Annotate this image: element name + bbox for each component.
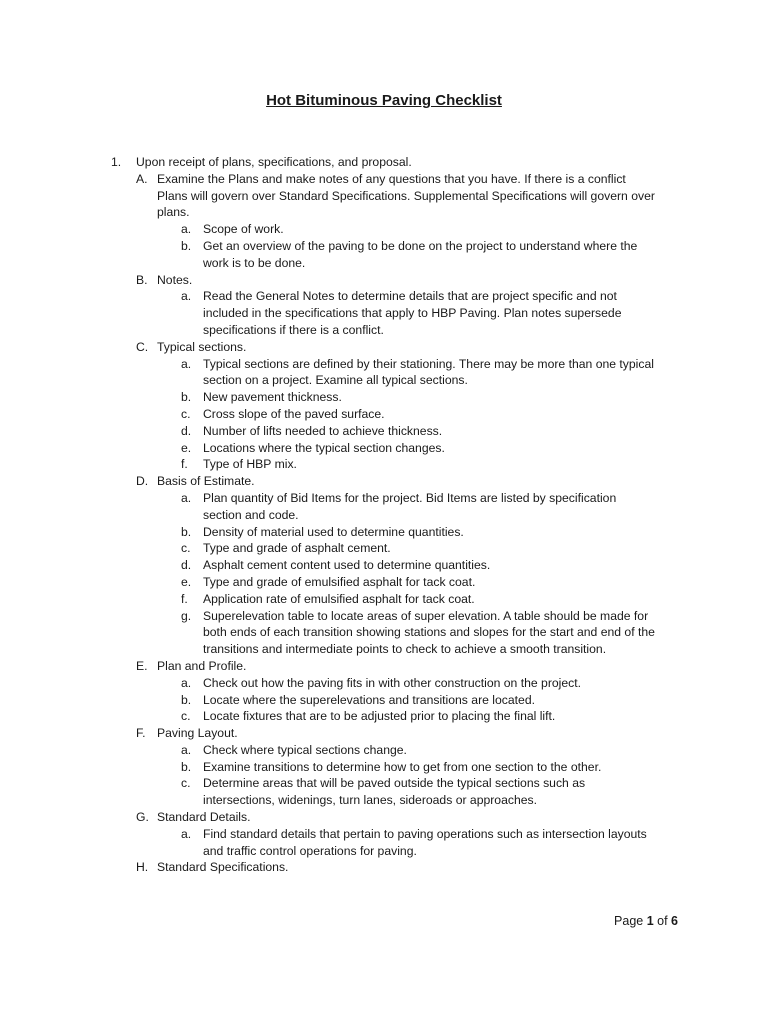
checklist-line (0, 641, 768, 658)
list-marker: D. (136, 474, 149, 489)
checklist-line (0, 456, 768, 473)
list-text: transitions and intermediate points to check to achieve a smooth transition. (203, 642, 607, 657)
list-text: Locate fixtures that are to be adjusted prior to placing the final lift. (203, 709, 556, 724)
list-text: Notes. (157, 272, 193, 287)
checklist-line (0, 255, 768, 272)
list-marker: E. (136, 658, 148, 673)
footer-prefix: Page (614, 914, 647, 928)
list-marker: C. (136, 339, 149, 354)
checklist-line (0, 490, 768, 507)
list-text: Standard Details. (157, 810, 251, 825)
list-marker: a. (181, 675, 192, 690)
list-text: Plan quantity of Bid Items for the project. Bid Items are listed by specification (203, 490, 617, 505)
list-text: Superelevation table to locate areas of super elevation. A table should be made for (203, 608, 649, 623)
list-marker: a. (181, 490, 192, 505)
checklist-line (0, 826, 768, 843)
checklist-line (0, 759, 768, 776)
checklist-line (0, 322, 768, 339)
list-text: Application rate of emulsified asphalt for tack coat. (203, 591, 475, 606)
list-text: Asphalt cement content used to determine quantities. (203, 558, 491, 573)
list-marker: A. (136, 171, 148, 186)
list-marker: c. (181, 776, 191, 791)
list-marker: b. (181, 759, 192, 774)
checklist-line (0, 305, 768, 322)
checklist-line (0, 204, 768, 221)
checklist-line (0, 859, 768, 876)
list-marker: a. (181, 826, 192, 841)
list-marker: f. (181, 591, 188, 606)
page-footer (614, 914, 678, 928)
list-text: intersections, widenings, turn lanes, sideroads or approaches. (203, 793, 537, 808)
checklist-line (0, 608, 768, 625)
list-text: Plan and Profile. (157, 658, 247, 673)
checklist-line (0, 171, 768, 188)
checklist-line (0, 389, 768, 406)
checklist-line (0, 507, 768, 524)
list-text: Get an overview of the paving to be done on the project to understand where the (203, 238, 638, 253)
list-text: Read the General Notes to determine details that are project specific and not (203, 289, 617, 304)
list-marker: H. (136, 860, 149, 875)
checklist-line (0, 708, 768, 725)
list-text: Standard Specifications. (157, 860, 289, 875)
checklist-line (0, 792, 768, 809)
list-text: Examine the Plans and make notes of any questions that you have. If there is a conflict (157, 171, 626, 186)
list-marker: a. (181, 289, 192, 304)
list-text: Upon receipt of plans, specifications, and proposal. (136, 155, 412, 169)
checklist-line (0, 288, 768, 305)
list-text: section and code. (203, 507, 299, 522)
list-text: specifications if there is a conflict. (203, 322, 384, 337)
checklist-line (0, 675, 768, 692)
list-marker: b. (181, 238, 192, 253)
list-marker: f. (181, 457, 188, 472)
footer-of: of (653, 914, 672, 928)
list-marker: b. (181, 692, 192, 707)
list-marker: g. (181, 608, 192, 623)
list-text: work is to be done. (203, 255, 306, 270)
document-title: Hot Bituminous Paving Checklist (266, 92, 502, 109)
list-text: Paving Layout. (157, 726, 238, 741)
list-marker: b. (181, 524, 192, 539)
checklist-line (0, 591, 768, 608)
list-text: Typical sections are defined by their stationing. There may be more than one typical (203, 356, 654, 371)
checklist-line (0, 423, 768, 440)
list-marker: d. (181, 558, 192, 573)
checklist-line (0, 725, 768, 742)
list-marker: e. (181, 440, 192, 455)
list-marker: F. (136, 726, 146, 741)
list-text: Locate where the superelevations and transitions are located. (203, 692, 535, 707)
list-text: Typical sections. (157, 339, 247, 354)
list-marker: e. (181, 574, 192, 589)
list-text: Basis of Estimate. (157, 474, 255, 489)
footer-page-total: 6 (671, 914, 678, 928)
checklist-line (0, 221, 768, 238)
list-marker: c. (181, 541, 191, 556)
checklist-line (0, 624, 768, 641)
list-marker: c. (181, 406, 191, 421)
checklist-line (0, 356, 768, 373)
checklist-line (0, 473, 768, 490)
checklist-line (0, 843, 768, 860)
list-marker: G. (136, 810, 149, 825)
checklist-line (0, 372, 768, 389)
checklist-line (0, 339, 768, 356)
checklist-line (0, 540, 768, 557)
list-text: Examine transitions to determine how to get from one section to the other. (203, 759, 602, 774)
list-marker: b. (181, 390, 192, 405)
checklist-line (0, 154, 768, 171)
list-text: Type and grade of emulsified asphalt for tack coat. (203, 574, 476, 589)
checklist-line (0, 775, 768, 792)
checklist-line (0, 524, 768, 541)
list-text: section on a project. Examine all typical sections. (203, 373, 468, 388)
list-marker: d. (181, 423, 192, 438)
checklist-line (0, 272, 768, 289)
list-text: Find standard details that pertain to paving operations such as intersection layouts (203, 826, 647, 841)
checklist-line (0, 658, 768, 675)
list-text: Check where typical sections change. (203, 742, 407, 757)
checklist-line (0, 188, 768, 205)
checklist-line (0, 406, 768, 423)
list-marker: c. (181, 709, 191, 724)
list-text: Cross slope of the paved surface. (203, 406, 385, 421)
list-marker: 1. (111, 155, 122, 169)
footer-page-number: 1 (646, 914, 654, 928)
checklist-line (0, 440, 768, 457)
list-text: Determine areas that will be paved outside the typical sections such as (203, 776, 586, 791)
list-marker: B. (136, 272, 148, 287)
list-text: Scope of work. (203, 222, 284, 237)
list-text: both ends of each transition showing stations and slopes for the start and end of the (203, 625, 655, 640)
list-text: included in the specifications that apply to HBP Paving. Plan notes supersede (203, 306, 622, 321)
list-marker: a. (181, 356, 192, 371)
checklist-line (0, 742, 768, 759)
list-marker: a. (181, 222, 192, 237)
list-text: Check out how the paving fits in with other construction on the project. (203, 675, 582, 690)
list-marker: a. (181, 742, 192, 757)
checklist-line (0, 809, 768, 826)
checklist-line (0, 238, 768, 255)
checklist-line (0, 574, 768, 591)
list-text: Type of HBP mix. (203, 457, 297, 472)
checklist-body (0, 154, 768, 876)
list-text: New pavement thickness. (203, 390, 342, 405)
list-text: Locations where the typical section changes. (203, 440, 445, 455)
list-text: Type and grade of asphalt cement. (203, 541, 391, 556)
list-text: plans. (157, 205, 190, 220)
list-text: Number of lifts needed to achieve thickness. (203, 423, 443, 438)
checklist-line (0, 557, 768, 574)
checklist-line (0, 692, 768, 709)
list-text: and traffic control operations for paving. (203, 843, 417, 858)
list-text: Density of material used to determine quantities. (203, 524, 464, 539)
list-text: Plans will govern over Standard Specifications. Supplemental Specifications will govern over (157, 188, 655, 203)
